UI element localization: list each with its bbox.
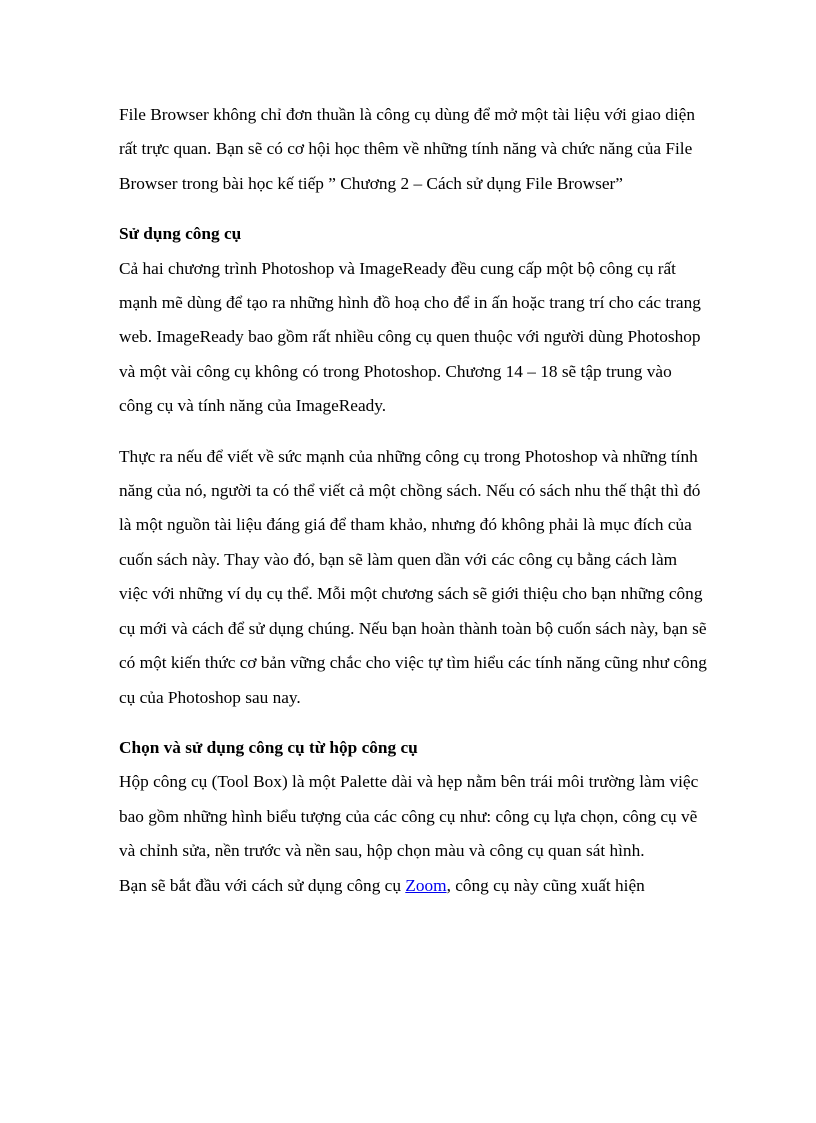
paragraph-photoshop-imageready: Cả hai chương trình Photoshop và ImageReady đều cung cấp một bộ công cụ rất mạnh mẽ dùng để tạo ra những hình đồ hoạ cho để in ấn hoặc trang trí cho các trang web. ImageReady bao gồm rất nhiều công cụ quen thuộc với người dùng Photoshop và một vài công cụ không có trong Photoshop. Chương 14 – 18 sẽ tập trung vào công cụ và tính năng của ImageReady. [119,258,701,416]
zoom-link[interactable]: Zoom [405,875,447,895]
paragraph-tool-box: Hộp công cụ (Tool Box) là một Palette dài và hẹp nằm bên trái môi trường làm việc bao gồm những hình biểu tượng của các công cụ như: công cụ lựa chọn, công cụ vẽ và chỉnh sửa, nền trước và nền sau, hộp chọn màu và công cụ quan sát hình. [119,772,699,861]
document-page [119,98,709,903]
paragraph-suc-manh-cong-cu: Thực ra nếu để viết về sức mạnh của những công cụ trong Photoshop và những tính năng của nó, người ta có thể viết cả một chồng sách. Nếu có sách nhu thế thật thì đó là một nguồn tài liệu đáng giá để tham khảo, nhưng đó không phải là mục đích của cuốn sách này. Thay vào đó, bạn sẽ làm quen dần với các công cụ bằng cách làm việc với những ví dụ cụ thể. Mỗi một chương sách sẽ giới thiệu cho bạn những công cụ mới và cách để sử dụng chúng. Nếu bạn hoàn thành toàn bộ cuốn sách này, bạn sẽ có một kiến thức cơ bản vững chắc cho việc tự tìm hiểu các tính năng cũng như công cụ của Photoshop sau nay. [119,446,707,707]
paragraph-zoom-after: , công cụ này cũng xuất hiện [446,875,645,895]
paragraph-zoom-before: Bạn sẽ bắt đầu với cách sử dụng công cụ [119,875,406,895]
paragraph-file-browser: File Browser không chỉ đơn thuần là công cụ dùng để mở một tài liệu với giao diện rất trực quan. Bạn sẽ có cơ hội học thêm về những tính năng và chức năng của File Browser trong bài học kế tiếp ” Chương 2 – Cách sử dụng File Browser” [119,105,695,193]
heading-chon-cong-cu: Chọn và sử dụng công cụ từ hộp công cụ [119,737,418,757]
heading-su-dung-cong-cu: Sử dụng công cụ [119,224,242,244]
paragraph-zoom [119,869,709,903]
